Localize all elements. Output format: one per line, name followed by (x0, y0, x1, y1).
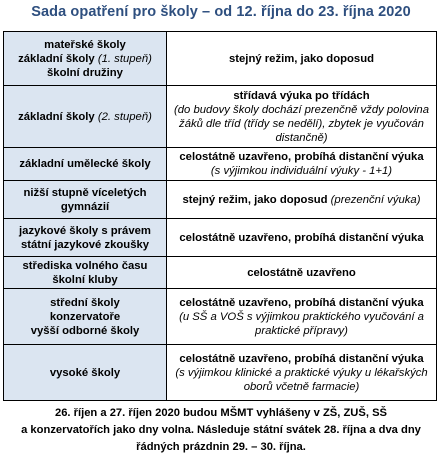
school-type-note: (1. stupeň) (97, 52, 152, 65)
measure-text: celostátně uzavřeno (247, 266, 356, 279)
school-type-cell (4, 219, 167, 257)
school-type-text: střední školy (50, 296, 120, 309)
page-title: Sada opatření pro školy – od 12. října do 23. října 2020 (31, 4, 411, 20)
measure-cell (167, 86, 437, 148)
measure-note: (prezenční výuka) (330, 193, 421, 206)
measure-cell (167, 289, 437, 345)
measure-text: celostátně uzavřeno, probíhá distanční výuka (179, 231, 424, 244)
school-type-text: vyšší odborné školy (30, 324, 140, 337)
measure-cell (167, 219, 437, 257)
school-type-text: základní školy (18, 110, 98, 123)
school-type-text: jazykové školy s právem státní jazykové zkoušky (19, 224, 151, 251)
school-type-cell (4, 289, 167, 345)
table-row (4, 148, 437, 181)
measure-text: stejný režim, jako doposud (228, 52, 374, 65)
footer-line: řádných prázdnin 29. – 30. října. (136, 441, 306, 453)
measures-table (3, 31, 437, 401)
measure-text: celostátně uzavřeno, probíhá distanční výuka (179, 352, 424, 365)
measure-note: (do budovy školy dochází prezenčně vždy polovina žáků dle tříd (třídy se nedělí), zbytek je vyučován distančně) (174, 103, 429, 144)
measure-text: stejný režim, jako doposud (182, 193, 331, 206)
school-type-cell (4, 86, 167, 148)
school-type-cell (4, 32, 167, 86)
school-type-cell (4, 181, 167, 219)
measure-cell (167, 181, 437, 219)
school-type-text: mateřské školy (44, 38, 126, 51)
school-type-cell (4, 257, 167, 289)
table-row (4, 289, 437, 345)
footer-note (0, 405, 442, 456)
measure-note: (s výjimkou individuální výuky - 1+1) (210, 165, 393, 177)
table-row (4, 257, 437, 289)
school-type-text: základní umělecké školy (19, 158, 151, 170)
measure-cell (167, 148, 437, 181)
measure-text: celostátně uzavřeno, probíhá distanční výuka (179, 151, 424, 163)
table-row (4, 219, 437, 257)
measure-cell (167, 32, 437, 86)
measure-text: celostátně uzavřeno, probíhá distanční výuka (179, 296, 424, 309)
table-row (4, 86, 437, 148)
measure-text: střídavá výuka po třídách (233, 89, 370, 102)
footer-line: 26. říjen a 27. říjen 2020 budou MŠMT vyhlášeny v ZŠ, ZUŠ, SŠ (54, 407, 387, 419)
table-row (4, 32, 437, 86)
measure-cell (167, 345, 437, 401)
measure-note: (u SŠ a VOŠ s výjimkou praktického vyučování a praktické přípravy) (179, 310, 424, 337)
school-type-text: školní družiny (47, 66, 123, 79)
school-type-text: vysoké školy (49, 366, 121, 379)
measure-note: (s výjimkou klinické a praktické výuky u lékařských oborů včetně farmacie) (175, 366, 428, 393)
table-row (4, 345, 437, 401)
table-row (4, 181, 437, 219)
school-type-text: konzervatoře (49, 310, 121, 323)
school-type-text: střediska volného času školní kluby (22, 259, 148, 286)
measure-cell (167, 257, 437, 289)
school-type-cell (4, 345, 167, 401)
school-type-note: (2. stupeň) (97, 110, 152, 123)
school-type-cell (4, 148, 167, 181)
footer-line: a konzervatořích jako dny volna. Následuje státní svátek 28. října a dva dny (21, 424, 421, 436)
school-type-text: základní školy (18, 52, 98, 65)
school-type-text: nižší stupně víceletých gymnázií (23, 186, 147, 213)
